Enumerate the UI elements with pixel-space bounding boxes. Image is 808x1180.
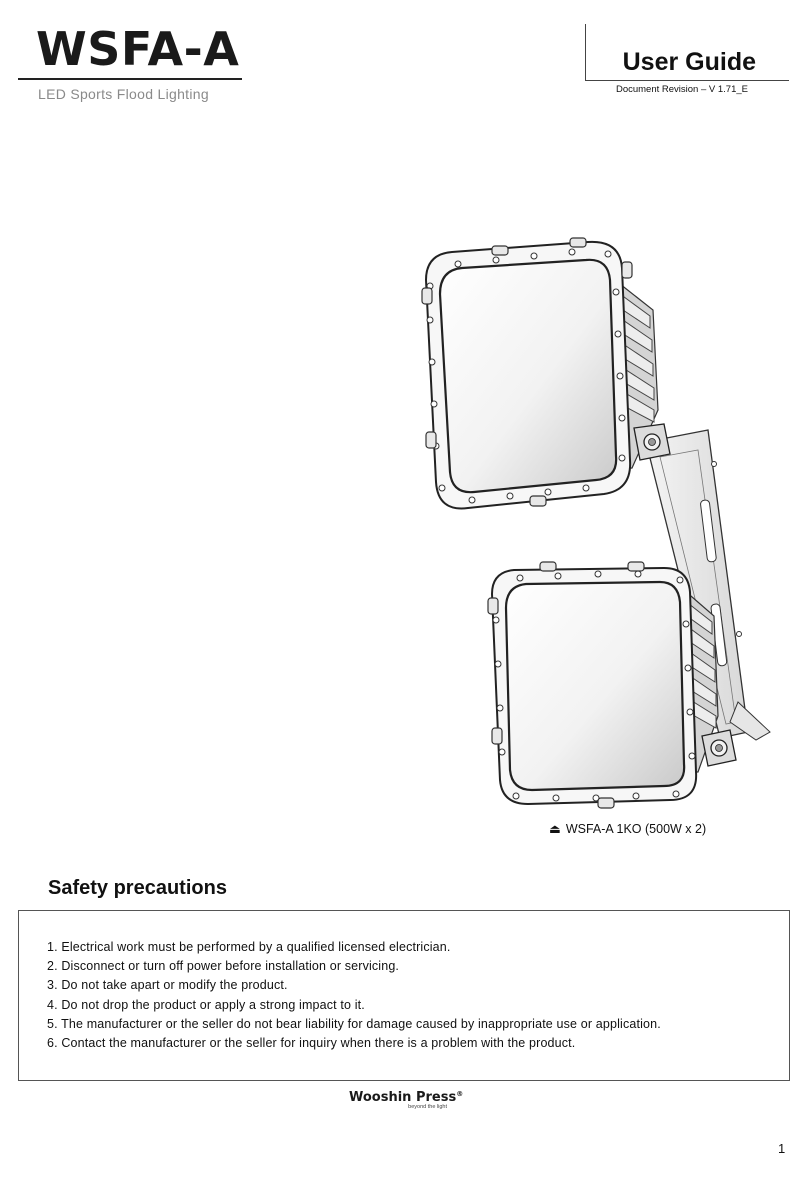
publisher-name: Wooshin Press (349, 1090, 457, 1105)
safety-item: 3. Do not take apart or modify the product. (47, 978, 288, 993)
safety-item: 6. Contact the manufacturer or the seller for inquiry when there is a problem with the product. (47, 1036, 576, 1051)
title-underline (18, 78, 242, 80)
figure-caption-text: WSFA-A 1KO (500W x 2) (565, 822, 707, 836)
safety-item: 2. Disconnect or turn off power before installation or servicing. (47, 959, 400, 974)
safety-list (47, 938, 761, 1053)
eject-icon: ⏏ (549, 822, 561, 836)
upper-flood-light (422, 238, 670, 508)
figure-caption (549, 821, 706, 836)
document-title: User Guide (622, 48, 756, 76)
safety-item: 4. Do not drop the product or apply a strong impact to it. (47, 997, 365, 1012)
publisher-name-wrap (349, 1090, 464, 1105)
safety-item: 5. The manufacturer or the seller do not bear liability for damage caused by inappropriate use or application. (47, 1016, 661, 1031)
registered-mark: ® (456, 1090, 464, 1098)
safety-heading: Safety precautions (48, 877, 227, 899)
publisher-logo (349, 1090, 464, 1110)
product-illustration (408, 232, 778, 812)
safety-item: 1. Electrical work must be performed by a qualified licensed electrician. (47, 940, 451, 954)
header-frame-vertical (585, 24, 586, 80)
publisher-tagline: beyond the light (408, 1104, 447, 1110)
document-revision: Document Revision – V 1.71_E (615, 84, 748, 95)
product-title: WSFA-A (36, 22, 240, 76)
page-number: 1 (778, 1141, 786, 1156)
header-frame-horizontal (585, 80, 789, 81)
product-subtitle: LED Sports Flood Lighting (38, 86, 209, 102)
safety-precautions-box (18, 910, 790, 1081)
